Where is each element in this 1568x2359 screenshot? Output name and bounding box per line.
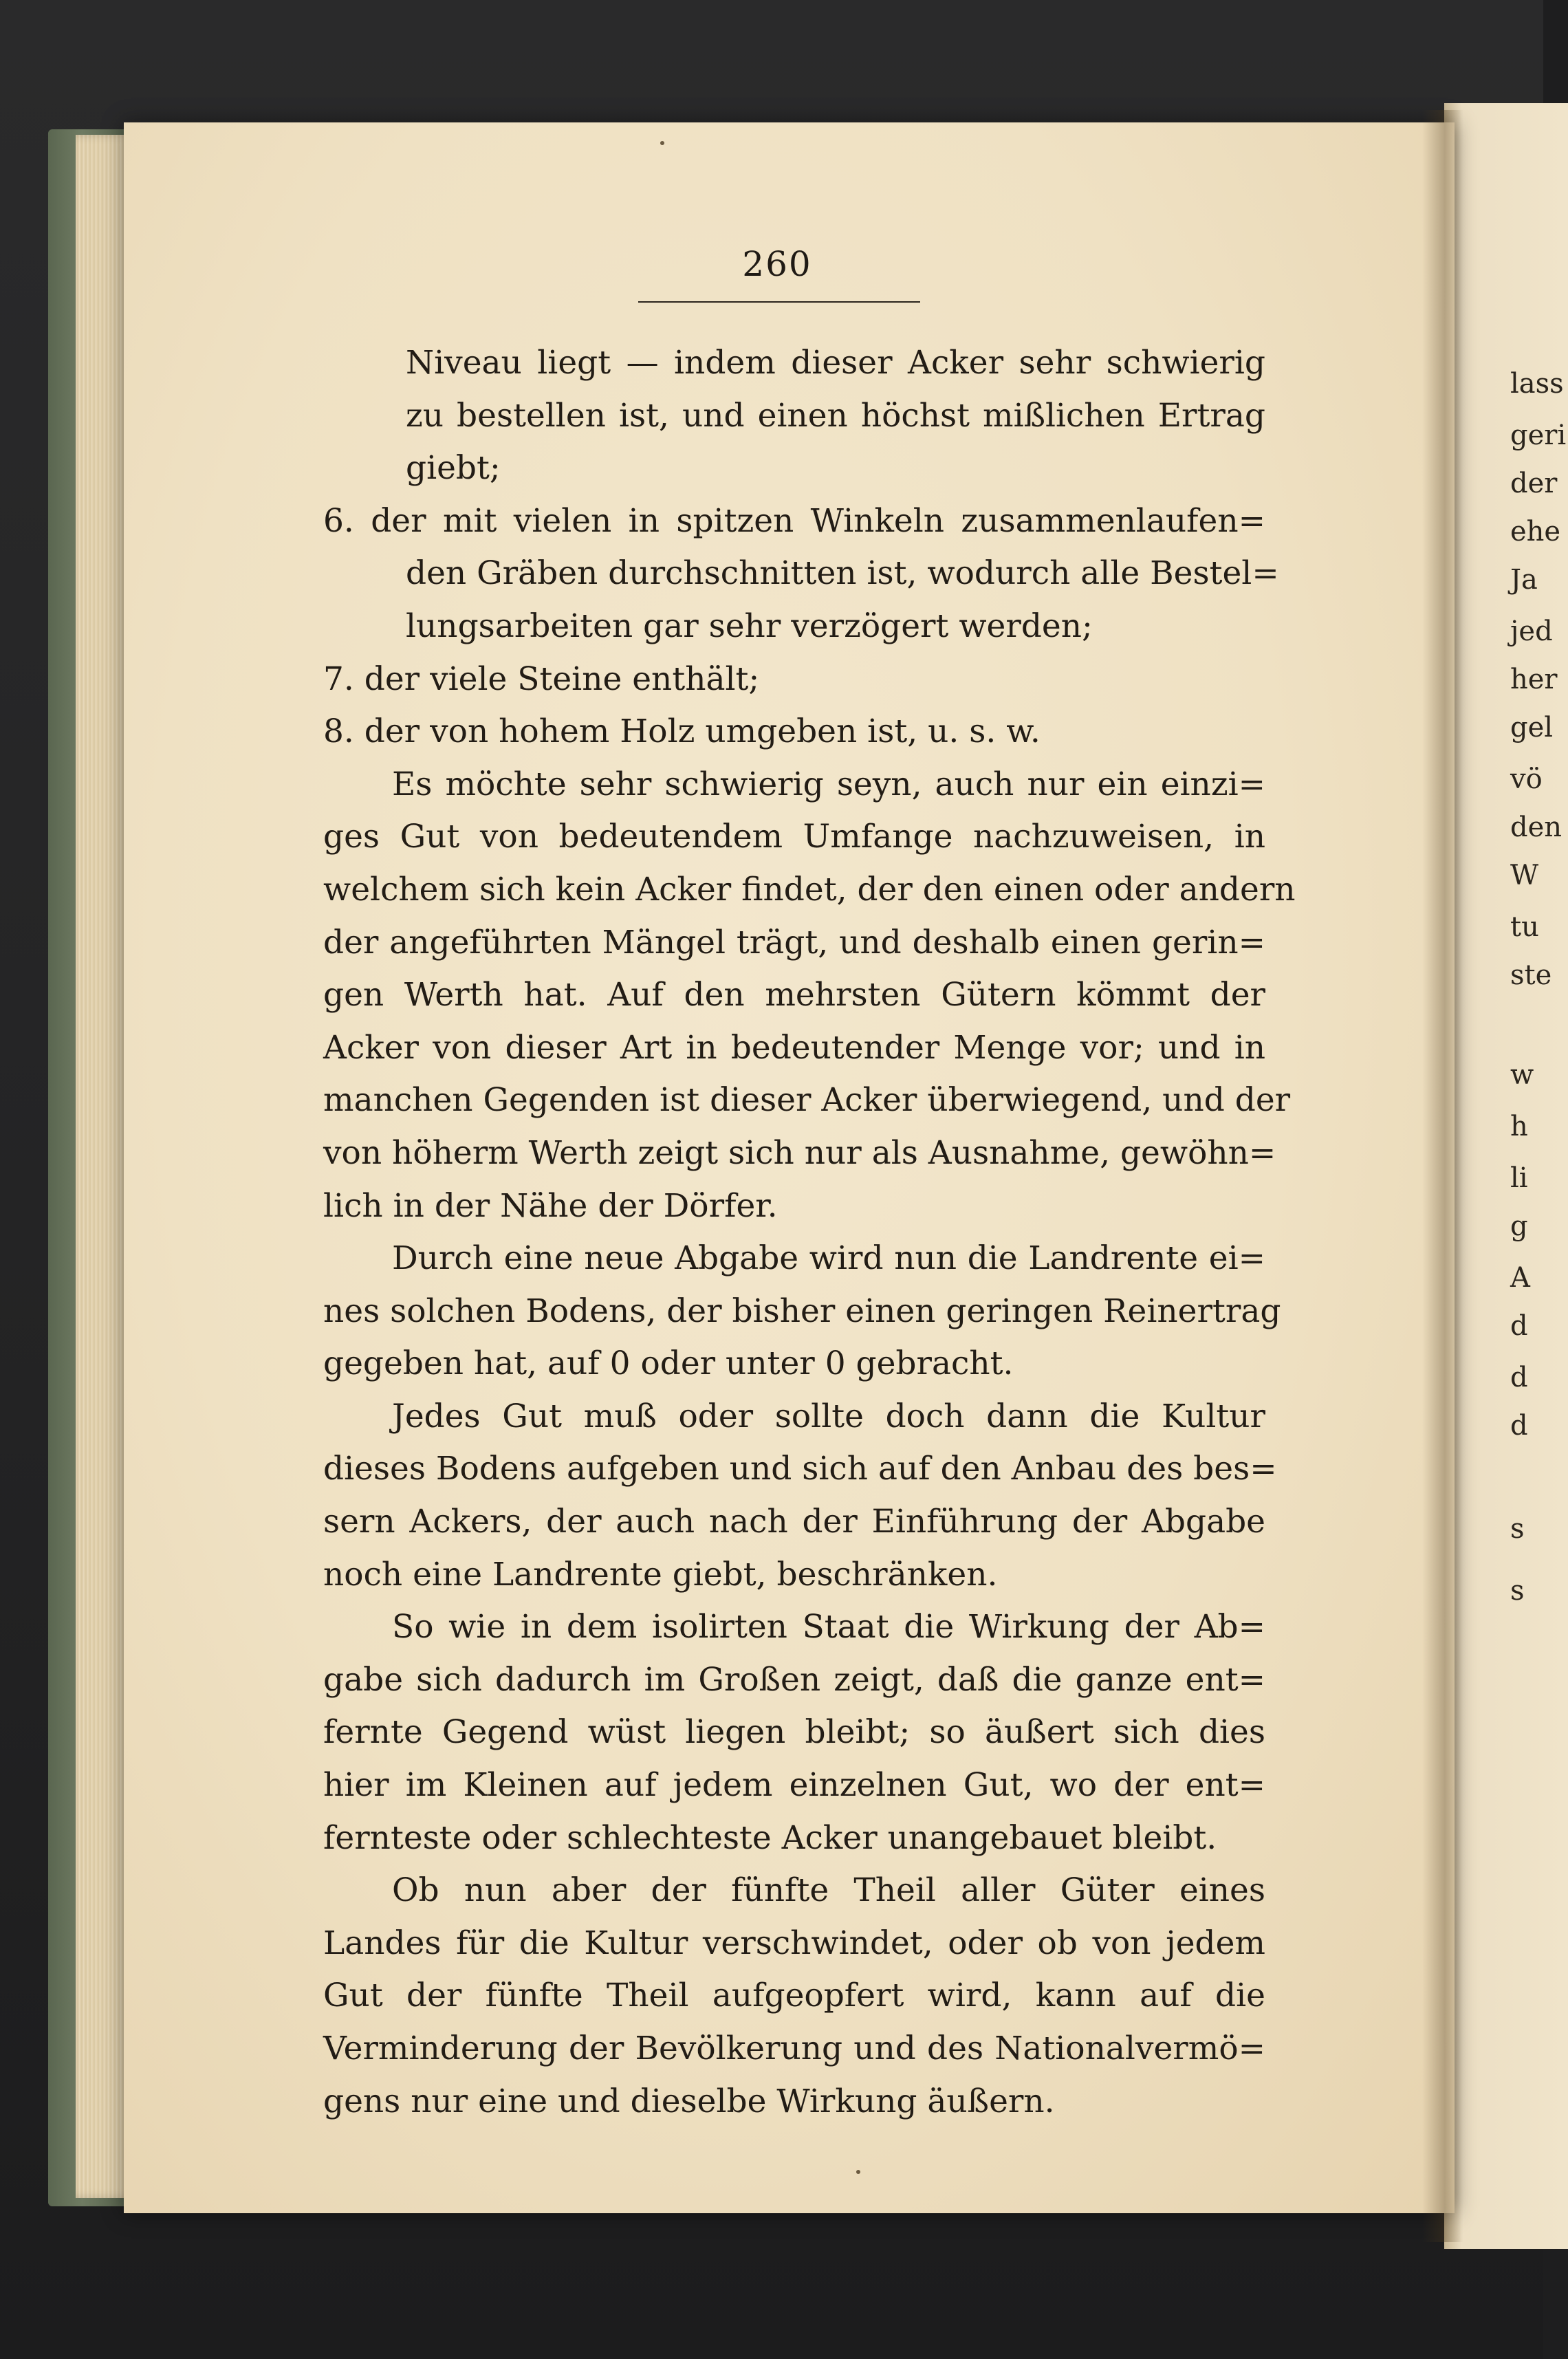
text-line: ges Gut von bedeutendem Umfange nachzuweisen, in: [323, 818, 1265, 856]
facing-page-fragment: g: [1510, 1210, 1528, 1242]
facing-page-fragment: den: [1510, 812, 1562, 843]
facing-page-fragment: d: [1510, 1362, 1528, 1393]
text-line: Es möchte sehr schwierig seyn, auch nur ein einzi=: [392, 765, 1265, 803]
facing-page-fragment: lass: [1510, 368, 1564, 400]
facing-page-fragment: geri: [1510, 420, 1567, 451]
facing-page-fragment: ehe: [1510, 516, 1561, 547]
text-line: lich in der Nähe der Dörfer.: [323, 1186, 778, 1225]
text-line: sern Ackers, der auch nach der Einführung der Abgabe: [323, 1503, 1265, 1541]
text-line: gabe sich dadurch im Großen zeigt, daß die ganze ent=: [323, 1660, 1265, 1699]
facing-page-fragment: W: [1510, 860, 1539, 891]
text-line: Acker von dieser Art in bedeutender Menge vor; und in: [323, 1028, 1265, 1067]
text-line: Ob nun aber der fünfte Theil aller Güter eines: [392, 1871, 1265, 1910]
text-line: Verminderung der Bevölkerung und des Nationalvermö=: [323, 2030, 1265, 2067]
text-line: fernte Gegend wüst liegen bleibt; so äußert sich dies: [323, 1713, 1265, 1752]
header-rule: [638, 301, 920, 303]
facing-page-fragment: h: [1510, 1111, 1528, 1142]
text-line: 7. der viele Steine enthält;: [323, 660, 760, 698]
facing-page-fragment: jed: [1510, 616, 1553, 647]
facing-page-fragment: tu: [1510, 911, 1539, 943]
text-line: Gut der fünfte Theil aufgeopfert wird, kann auf die: [323, 1977, 1265, 2015]
text-line: welchem sich kein Acker findet, der den einen oder andern: [323, 870, 1296, 909]
facing-page-fragment: Ja: [1510, 564, 1538, 596]
text-line: dieses Bodens aufgeben und sich auf den Anbau des bes=: [323, 1450, 1277, 1488]
text-line: Landes für die Kultur verschwindet, oder ob von jedem: [323, 1924, 1265, 1962]
text-line: hier im Kleinen auf jedem einzelnen Gut, wo der ent=: [323, 1766, 1265, 1805]
text-line: 6. der mit vielen in spitzen Winkeln zusammenlaufen=: [323, 501, 1265, 540]
text-line: manchen Gegenden ist dieser Acker überwiegend, und der: [323, 1081, 1291, 1120]
text-line: der angeführten Mängel trägt, und deshalb einen gerin=: [323, 923, 1265, 961]
text-line: gegeben hat, auf 0 oder unter 0 gebracht.: [323, 1345, 1014, 1383]
text-line: Durch eine neue Abgabe wird nun die Landrente ei=: [392, 1239, 1265, 1278]
text-line: So wie in dem isolirten Staat die Wirkung der Ab=: [392, 1608, 1265, 1646]
text-line: gens nur eine und dieselbe Wirkung äußern.: [323, 2082, 1055, 2120]
text-line: fernteste oder schlechteste Acker unangebauet bleibt.: [323, 1818, 1217, 1857]
page-number: 260: [742, 244, 812, 284]
facing-page-fragment: her: [1510, 664, 1558, 695]
text-line: lungsarbeiten gar sehr verzögert werden;: [406, 607, 1093, 645]
facing-page-fragment: gel: [1510, 712, 1554, 743]
text-line: Jedes Gut muß oder sollte doch dann die Kultur: [392, 1397, 1265, 1435]
text-line: Niveau liegt — indem dieser Acker sehr schwierig: [406, 344, 1265, 382]
dust-speck: [660, 141, 664, 145]
text-line: von höherm Werth zeigt sich nur als Ausnahme, gewöhn=: [323, 1133, 1276, 1172]
facing-page-fragment: ste: [1510, 959, 1552, 991]
facing-page-fragment: A: [1510, 1262, 1530, 1294]
facing-page-fragment: d: [1510, 1410, 1528, 1442]
facing-page-fragment: w: [1510, 1059, 1534, 1091]
dust-speck: [856, 2170, 860, 2174]
text-line: zu bestellen ist, und einen höchst mißlichen Ertrag: [406, 396, 1265, 435]
text-line: noch eine Landrente giebt, beschränken.: [323, 1555, 998, 1594]
facing-page-fragment: vö: [1510, 763, 1543, 795]
text-line: giebt;: [406, 449, 501, 488]
book-gutter: [1422, 110, 1463, 2242]
facing-page-fragment: der: [1510, 468, 1558, 499]
text-line: den Gräben durchschnitten ist, wodurch alle Bestel=: [406, 554, 1279, 593]
facing-page-fragment: s: [1510, 1575, 1525, 1607]
text-line: gen Werth hat. Auf den mehrsten Gütern kömmt der: [323, 976, 1265, 1014]
text-line: 8. der von hohem Holz umgeben ist, u. s. w.: [323, 713, 1041, 751]
facing-page-fragment: s: [1510, 1513, 1525, 1545]
facing-page-fragment: li: [1510, 1162, 1528, 1194]
facing-page-fragment: d: [1510, 1310, 1528, 1342]
body-text: [323, 337, 1296, 2128]
text-line: nes solchen Bodens, der bisher einen geringen Reinertrag: [323, 1292, 1281, 1330]
